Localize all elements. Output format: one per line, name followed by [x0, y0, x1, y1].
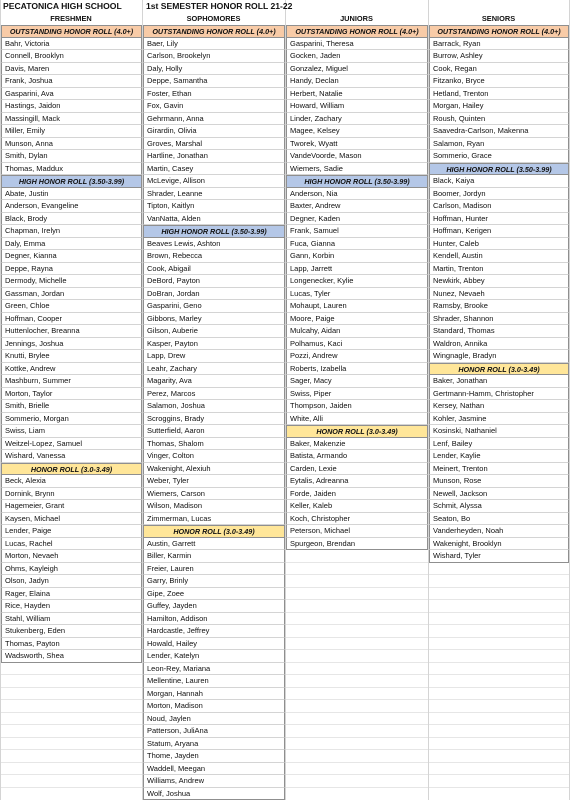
student-name: Sommerio, Grace: [429, 150, 569, 163]
student-name: Daly, Emma: [1, 238, 142, 251]
student-name: Hoffman, Hunter: [429, 213, 569, 226]
student-name: Massingill, Mack: [1, 113, 142, 126]
student-name: Roush, Quinten: [429, 113, 569, 126]
student-name: Leon-Rey, Mariana: [143, 663, 285, 676]
student-name: Sutterfield, Aaron: [143, 425, 285, 438]
student-name: Newell, Jackson: [429, 488, 569, 501]
student-name: Perez, Marcos: [143, 388, 285, 401]
sophomores-honor-section-header: HONOR ROLL (3.0-3.49): [143, 525, 285, 538]
student-name: Gehrmann, Anna: [143, 113, 285, 126]
student-name: Daly, Holly: [143, 63, 285, 76]
student-name: Thomas, Shalom: [143, 438, 285, 451]
student-name: Morgan, Hannah: [143, 688, 285, 701]
student-name: Gasparini, Ava: [1, 88, 142, 101]
juniors-honor-section-header: HONOR ROLL (3.0-3.49): [286, 425, 428, 438]
student-name: Guffey, Jayden: [143, 600, 285, 613]
student-name: Wishard, Tyler: [429, 550, 569, 563]
student-name: Kersey, Nathan: [429, 400, 569, 413]
student-name: Gibbons, Marley: [143, 313, 285, 326]
student-name: Baker, Makenzie: [286, 438, 428, 451]
seniors-high-section-header: HIGH HONOR ROLL (3.50-3.99): [429, 163, 569, 176]
student-name: Salamon, Joshua: [143, 400, 285, 413]
student-name: Burrow, Ashley: [429, 50, 569, 63]
student-name: Gipe, Zoee: [143, 588, 285, 601]
student-name: Black, Brody: [1, 213, 142, 226]
freshmen-high-section-header: HIGH HONOR ROLL (3.50-3.99): [1, 175, 142, 188]
student-name: Gasparini, Geno: [143, 300, 285, 313]
student-name: Gann, Korbin: [286, 250, 428, 263]
student-name: Groves, Marshal: [143, 138, 285, 151]
student-name: Morton, Nevaeh: [1, 550, 142, 563]
student-name: Ohms, Kayleigh: [1, 563, 142, 576]
student-name: Munson, Anna: [1, 138, 142, 151]
sophomores-high-section-header: HIGH HONOR ROLL (3.50-3.99): [143, 225, 285, 238]
student-name: Smith, Dylan: [1, 150, 142, 163]
student-name: Gocken, Jaden: [286, 50, 428, 63]
student-name: Fuca, Gianna: [286, 238, 428, 251]
student-name: Wiemers, Carson: [143, 488, 285, 501]
student-name: Schmit, Alyssa: [429, 500, 569, 513]
student-name: Nunez, Nevaeh: [429, 288, 569, 301]
student-name: Cook, Abigail: [143, 263, 285, 276]
student-name: Scroggins, Brady: [143, 413, 285, 426]
student-name: Sager, Macy: [286, 375, 428, 388]
student-name: Howard, William: [286, 100, 428, 113]
student-name: DoBran, Jordan: [143, 288, 285, 301]
student-name: Standard, Thomas: [429, 325, 569, 338]
student-name: Dornink, Brynn: [1, 488, 142, 501]
sophomores-outstanding-section-header: OUTSTANDING HONOR ROLL (4.0+): [143, 25, 285, 38]
student-name: Weber, Tyler: [143, 475, 285, 488]
student-name: Knutti, Brylee: [1, 350, 142, 363]
student-name: Kohler, Jasmine: [429, 413, 569, 426]
student-name: Linder, Zachary: [286, 113, 428, 126]
student-name: Martin, Trenton: [429, 263, 569, 276]
student-name: Spurgeon, Brendan: [286, 538, 428, 551]
student-name: Lapp, Jarrett: [286, 263, 428, 276]
student-name: Kendell, Austin: [429, 250, 569, 263]
student-name: Stahl, William: [1, 613, 142, 626]
student-name: Saavedra-Carlson, Makenna: [429, 125, 569, 138]
student-name: Shrader, Leanne: [143, 188, 285, 201]
student-name: Handy, Declan: [286, 75, 428, 88]
student-name: Hastings, Jaidon: [1, 100, 142, 113]
student-name: Baker, Jonathan: [429, 375, 569, 388]
student-name: Baxter, Andrew: [286, 200, 428, 213]
student-name: Anderson, Evangeline: [1, 200, 142, 213]
student-name: Patterson, JuliAna: [143, 725, 285, 738]
student-name: Biller, Karmin: [143, 550, 285, 563]
student-name: Gilson, Auberie: [143, 325, 285, 338]
student-name: Anderson, Nia: [286, 188, 428, 201]
student-name: White, Alli: [286, 413, 428, 426]
student-name: Tipton, Kaitlyn: [143, 200, 285, 213]
student-name: Wolf, Joshua: [143, 788, 285, 800]
student-name: Pozzi, Andrew: [286, 350, 428, 363]
student-name: Abate, Justin: [1, 188, 142, 201]
student-name: Wiemers, Sadie: [286, 163, 428, 176]
student-name: Huttenlocher, Breanna: [1, 325, 142, 338]
student-name: Wakenight, Alexiuh: [143, 463, 285, 476]
student-name: Chapman, Irelyn: [1, 225, 142, 238]
student-name: Newkirk, Abbey: [429, 275, 569, 288]
student-name: Lender, Kaylie: [429, 450, 569, 463]
student-name: Kosinski, Nathaniel: [429, 425, 569, 438]
student-name: Thome, Jayden: [143, 750, 285, 763]
student-name: Martin, Casey: [143, 163, 285, 176]
sophomores-column: [143, 25, 285, 800]
column-header-juniors: JUNIORS: [340, 13, 373, 23]
student-name: Noud, Jaylen: [143, 713, 285, 726]
student-name: Shrader, Shannon: [429, 313, 569, 326]
student-name: Boomer, Jordyn: [429, 188, 569, 201]
student-name: Waldron, Annika: [429, 338, 569, 351]
student-name: Connell, Brooklyn: [1, 50, 142, 63]
student-name: Deppe, Rayna: [1, 263, 142, 276]
student-name: Lenf, Bailey: [429, 438, 569, 451]
student-name: Frank, Samuel: [286, 225, 428, 238]
student-name: Lapp, Drew: [143, 350, 285, 363]
student-name: Swiss, Liam: [1, 425, 142, 438]
honor-roll-title: 1st SEMESTER HONOR ROLL 21-22: [146, 1, 293, 11]
school-name: PECATONICA HIGH SCHOOL: [3, 1, 122, 11]
student-name: Zimmerman, Lucas: [143, 513, 285, 526]
student-name: Beaves Lewis, Ashton: [143, 238, 285, 251]
student-name: Beck, Alexia: [1, 475, 142, 488]
student-name: Hoffman, Kerigen: [429, 225, 569, 238]
column-header-seniors: SENIORS: [481, 13, 516, 23]
student-name: Carden, Lexie: [286, 463, 428, 476]
student-name: Wadsworth, Shea: [1, 650, 142, 663]
student-name: Moore, Paige: [286, 313, 428, 326]
student-name: Mulcahy, Aidan: [286, 325, 428, 338]
seniors-outstanding-section-header: OUTSTANDING HONOR ROLL (4.0+): [429, 25, 569, 38]
student-name: Degner, Kianna: [1, 250, 142, 263]
student-name: Hoffman, Cooper: [1, 313, 142, 326]
student-name: Gasparini, Theresa: [286, 38, 428, 51]
student-name: Mellentine, Lauren: [143, 675, 285, 688]
student-name: Cook, Regan: [429, 63, 569, 76]
student-name: Miller, Emily: [1, 125, 142, 138]
student-name: Forde, Jaiden: [286, 488, 428, 501]
student-name: Magarity, Ava: [143, 375, 285, 388]
student-name: Wilson, Madison: [143, 500, 285, 513]
student-name: Deppe, Samantha: [143, 75, 285, 88]
student-name: McLevige, Allison: [143, 175, 285, 188]
student-name: Jennings, Joshua: [1, 338, 142, 351]
student-name: Polhamus, Kaci: [286, 338, 428, 351]
student-name: Morgan, Hailey: [429, 100, 569, 113]
seniors-column: [429, 25, 569, 563]
student-name: Morton, Taylor: [1, 388, 142, 401]
student-name: Hartline, Jonathan: [143, 150, 285, 163]
column-header-freshmen: FRESHMEN: [50, 13, 92, 23]
student-name: Eytalis, Adreanna: [286, 475, 428, 488]
student-name: Lender, Katelyn: [143, 650, 285, 663]
student-name: Carlson, Brookelyn: [143, 50, 285, 63]
student-name: Leahr, Zachary: [143, 363, 285, 376]
student-name: Hardcastle, Jeffrey: [143, 625, 285, 638]
student-name: Brown, Rebecca: [143, 250, 285, 263]
student-name: Tworek, Wyatt: [286, 138, 428, 151]
juniors-column: [286, 25, 428, 550]
student-name: Black, Kaiya: [429, 175, 569, 188]
student-name: VandeVoorde, Mason: [286, 150, 428, 163]
student-name: Swiss, Piper: [286, 388, 428, 401]
student-name: Peterson, Michael: [286, 525, 428, 538]
student-name: Seaton, Bo: [429, 513, 569, 526]
student-name: Kaysen, Michael: [1, 513, 142, 526]
student-name: Keller, Kaleb: [286, 500, 428, 513]
student-name: Gonzalez, Miguel: [286, 63, 428, 76]
student-name: Vanderheyden, Noah: [429, 525, 569, 538]
student-name: Ramsby, Brooke: [429, 300, 569, 313]
student-name: Morton, Madison: [143, 700, 285, 713]
student-name: Statum, Aryana: [143, 738, 285, 751]
student-name: Fox, Gavin: [143, 100, 285, 113]
student-name: Green, Chloe: [1, 300, 142, 313]
student-name: Garry, Brinly: [143, 575, 285, 588]
student-name: Olson, Jadyn: [1, 575, 142, 588]
student-name: Mashburn, Summer: [1, 375, 142, 388]
student-name: Kasper, Payton: [143, 338, 285, 351]
student-name: Munson, Rose: [429, 475, 569, 488]
student-name: Thomas, Payton: [1, 638, 142, 651]
freshmen-honor-section-header: HONOR ROLL (3.0-3.49): [1, 463, 142, 476]
student-name: Hunter, Caleb: [429, 238, 569, 251]
student-name: Lender, Paige: [1, 525, 142, 538]
student-name: Wishard, Vanessa: [1, 450, 142, 463]
student-name: Vinger, Colton: [143, 450, 285, 463]
student-name: Meinert, Trenton: [429, 463, 569, 476]
student-name: Batista, Armando: [286, 450, 428, 463]
student-name: Lucas, Tyler: [286, 288, 428, 301]
student-name: Smith, Brielle: [1, 400, 142, 413]
student-name: Rice, Hayden: [1, 600, 142, 613]
student-name: Sommerio, Morgan: [1, 413, 142, 426]
student-name: Austin, Garrett: [143, 538, 285, 551]
student-name: Weitzel-Lopez, Samuel: [1, 438, 142, 451]
student-name: Waddell, Meegan: [143, 763, 285, 776]
student-name: Thomas, Maddux: [1, 163, 142, 176]
student-name: Hetland, Trenton: [429, 88, 569, 101]
student-name: Frank, Joshua: [1, 75, 142, 88]
student-name: Herbert, Natalie: [286, 88, 428, 101]
student-name: DeBord, Payton: [143, 275, 285, 288]
freshmen-column: [1, 25, 142, 663]
student-name: Longenecker, Kylie: [286, 275, 428, 288]
student-name: Mohaupt, Lauren: [286, 300, 428, 313]
student-name: Koch, Christopher: [286, 513, 428, 526]
freshmen-outstanding-section-header: OUTSTANDING HONOR ROLL (4.0+): [1, 25, 142, 38]
student-name: Gertmann-Hamm, Christopher: [429, 388, 569, 401]
student-name: Degner, Kaden: [286, 213, 428, 226]
student-name: Salamon, Ryan: [429, 138, 569, 151]
student-name: Roberts, Izabella: [286, 363, 428, 376]
student-name: Bahr, Victoria: [1, 38, 142, 51]
student-name: Gassman, Jordan: [1, 288, 142, 301]
student-name: Rager, Elaina: [1, 588, 142, 601]
student-name: Hamilton, Addison: [143, 613, 285, 626]
student-name: Lucas, Rachel: [1, 538, 142, 551]
student-name: Howald, Hailey: [143, 638, 285, 651]
column-header-sophomores: SOPHOMORES: [186, 13, 241, 23]
student-name: Carlson, Madison: [429, 200, 569, 213]
juniors-outstanding-section-header: OUTSTANDING HONOR ROLL (4.0+): [286, 25, 428, 38]
student-name: Wingnagle, Bradyn: [429, 350, 569, 363]
student-name: Stukenberg, Eden: [1, 625, 142, 638]
student-name: Wakenight, Brooklyn: [429, 538, 569, 551]
student-name: Fitzanko, Bryce: [429, 75, 569, 88]
student-name: Girardin, Olivia: [143, 125, 285, 138]
student-name: Magee, Kelsey: [286, 125, 428, 138]
student-name: Baer, Lily: [143, 38, 285, 51]
student-name: Foster, Ethan: [143, 88, 285, 101]
student-name: VanNatta, Alden: [143, 213, 285, 226]
student-name: Barrack, Ryan: [429, 38, 569, 51]
student-name: Freier, Lauren: [143, 563, 285, 576]
student-name: Dermody, Michelle: [1, 275, 142, 288]
seniors-honor-section-header: HONOR ROLL (3.0-3.49): [429, 363, 569, 376]
juniors-high-section-header: HIGH HONOR ROLL (3.50-3.99): [286, 175, 428, 188]
student-name: Williams, Andrew: [143, 775, 285, 788]
student-name: Davis, Maren: [1, 63, 142, 76]
student-name: Thompson, Jaiden: [286, 400, 428, 413]
student-name: Hagemeier, Grant: [1, 500, 142, 513]
student-name: Kottke, Andrew: [1, 363, 142, 376]
